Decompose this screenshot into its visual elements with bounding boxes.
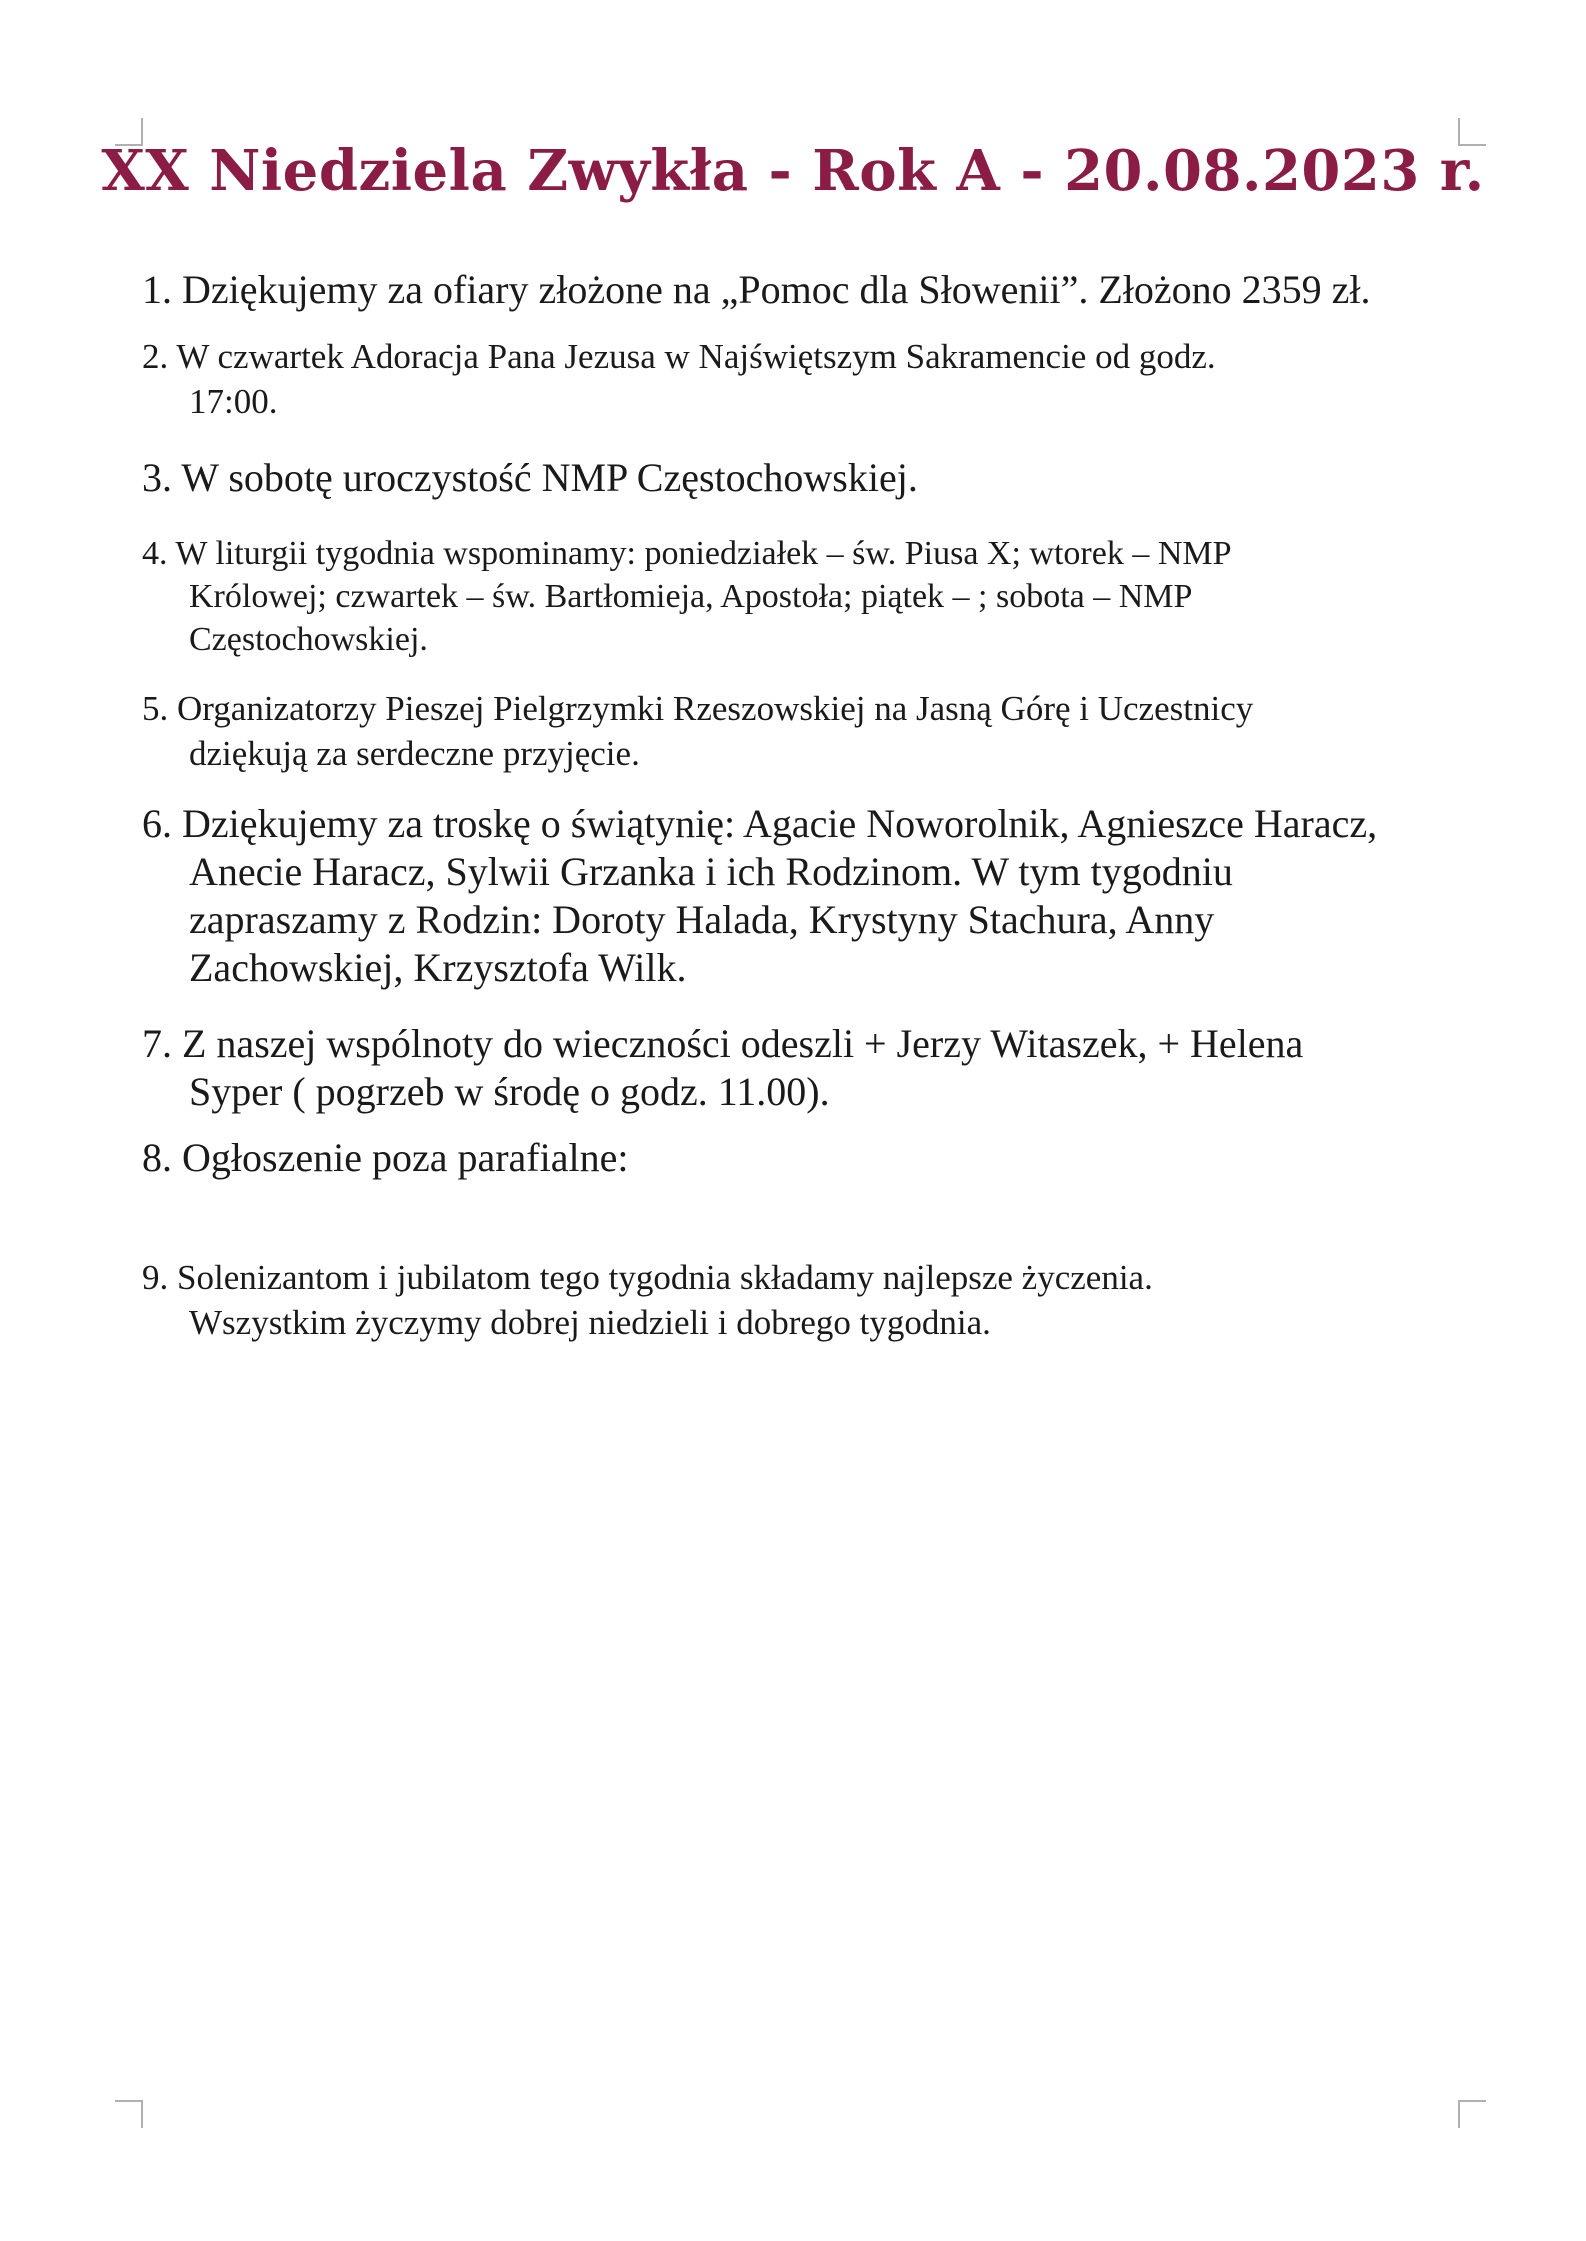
page-title: XX Niedziela Zwykła - Rok A - 20.08.2023 r. [101,138,1485,204]
item-text-line: Częstochowskiej. [189,621,428,658]
item-text-line: Zachowskiej, Krzysztofa Wilk. [189,945,687,990]
item-number: 8. [142,1135,172,1180]
announcement-item-9 [142,1255,1472,1345]
item-text-line: Dziękujemy za troskę o świątynię: Agacie Noworolnik, Agnieszce Haracz, [182,801,1378,846]
item-text-line: Z naszej wspólnoty do wieczności odeszli + Jerzy Witaszek, + Helena [182,1021,1304,1066]
item-number: 3. [142,455,172,500]
announcement-item-7 [142,1020,1472,1116]
announcement-item-5 [142,686,1472,776]
announcement-item-8 [142,1134,1472,1182]
announcement-item-2 [142,334,1472,424]
item-text-line: Wszystkim życzymy dobrej niedzieli i dobrego tygodnia. [189,1303,991,1342]
item-text-line: Anecie Haracz, Sylwii Grzanka i ich Rodzinom. W tym tygodniu [189,849,1233,894]
item-text-line: Królowej; czwartek – św. Bartłomieja, Apostoła; piątek – ; sobota – NMP [189,578,1193,615]
item-text-line: zapraszamy z Rodzin: Doroty Halada, Krystyny Stachura, Anny [189,897,1215,942]
item-number: 7. [142,1021,172,1066]
item-text-line: Dziękujemy za ofiary złożone na „Pomoc dla Słowenii”. Złożono 2359 zł. [182,267,1371,312]
item-number: 2. [142,337,169,376]
announcement-item-1 [142,266,1472,314]
item-text-line: W czwartek Adoracja Pana Jezusa w Najświętszym Sakramencie od godz. [176,337,1216,376]
item-text-line: W liturgii tygodnia wspominamy: poniedziałek – św. Piusa X; wtorek – NMP [175,535,1232,572]
item-text-line: 17:00. [189,382,278,421]
item-number: 6. [142,801,172,846]
item-number: 1. [142,267,172,312]
item-text-line: Ogłoszenie poza parafialne: [182,1135,629,1180]
item-text-line: dziękują za serdeczne przyjęcie. [189,734,640,773]
announcement-item-4 [142,532,1472,661]
item-number: 9. [142,1258,169,1297]
item-number: 5. [142,689,169,728]
item-text-line: Organizatorzy Pieszej Pielgrzymki Rzeszowskiej na Jasną Górę i Uczestnicy [177,689,1254,728]
item-text-line: Syper ( pogrzeb w środę o godz. 11.00). [189,1069,830,1114]
item-number: 4. [142,535,168,572]
item-text-line: Solenizantom i jubilatom tego tygodnia składamy najlepsze życzenia. [177,1258,1153,1297]
announcement-item-3 [142,454,1472,502]
crop-mark-bottom-right [1458,2100,1486,2128]
crop-mark-bottom-left [115,2100,143,2128]
item-text-line: W sobotę uroczystość NMP Częstochowskiej. [181,455,918,500]
announcement-item-6 [142,800,1472,992]
